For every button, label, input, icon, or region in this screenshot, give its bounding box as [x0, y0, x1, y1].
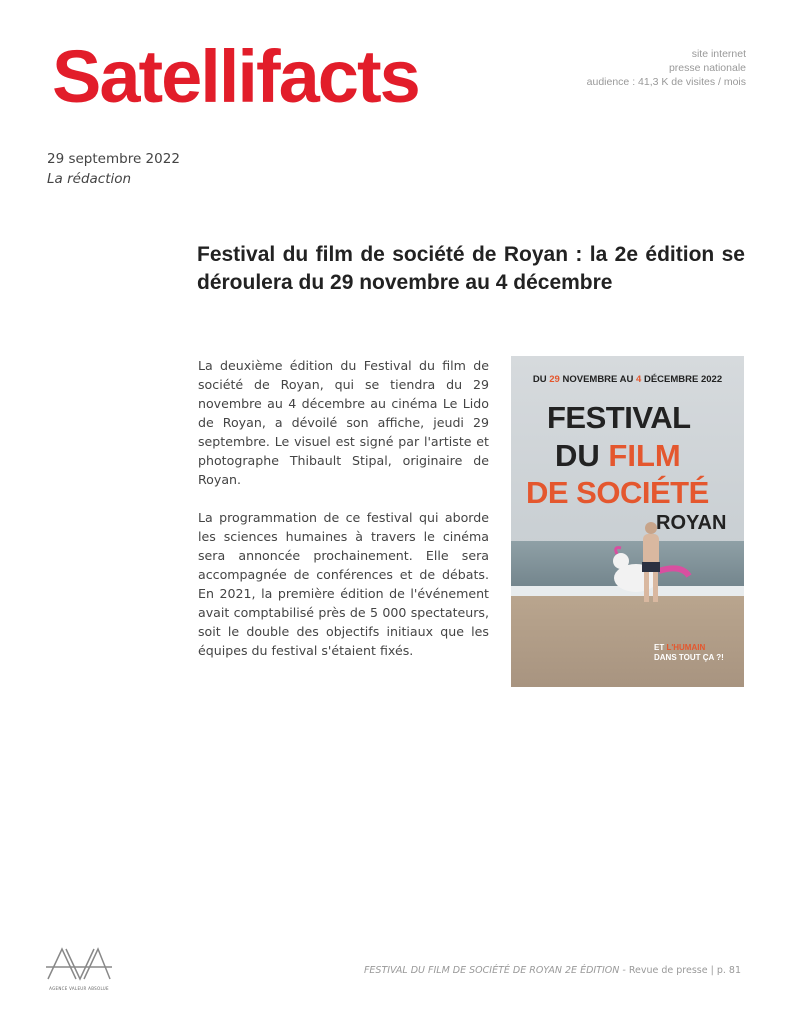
article-byline	[47, 149, 180, 189]
poster-tagline-part: DANS TOUT ÇA ?!	[654, 653, 724, 662]
poster-title-line: DE SOCIÉTÉ	[526, 475, 709, 510]
footer-doc-title: FESTIVAL DU FILM DE SOCIÉTÉ DE ROYAN 2E ÉDITION -	[363, 965, 626, 976]
poster-dates-part: DU	[532, 374, 550, 385]
poster-dates-part: NOVEMBRE AU	[559, 374, 637, 385]
article-body	[198, 356, 489, 679]
poster-title-word: FILM	[608, 438, 681, 473]
poster-tagline-part: ET	[654, 643, 667, 652]
publication-scope: presse nationale	[668, 62, 746, 74]
article-author: La rédaction	[47, 171, 132, 187]
poster-dates-day: 29	[549, 374, 560, 385]
publication-audience: audience : 41,3 K de visites / mois	[586, 76, 746, 88]
agency-caption: AGENCE VALEUR ABSOLUE	[49, 986, 109, 991]
footer-section: Revue de presse | p. 81	[628, 965, 741, 976]
agency-logo-mark	[44, 945, 114, 985]
poster-tagline	[654, 643, 724, 663]
poster-dates	[511, 374, 744, 385]
poster-title-line: FESTIVAL	[547, 400, 691, 435]
poster-title-line	[555, 440, 681, 471]
article-headline: Festival du film de société de Royan : la 2e édition se déroulera du 29 novembre au 4 décembre	[197, 243, 745, 294]
festival-poster-image	[511, 356, 744, 687]
article-date: 29 septembre 2022	[47, 151, 180, 167]
poster-dates-part: DÉCEMBRE 2022	[641, 374, 723, 385]
poster-dates-day: 4	[636, 374, 642, 385]
poster-tagline-part: L'HUMAIN	[666, 643, 706, 652]
agency-logo	[44, 945, 114, 995]
publication-type: site internet	[691, 48, 746, 60]
article-paragraph: La deuxième édition du Festival du film de société de Royan, qui se tiendra du 29 novembre au 4 décembre au cinéma Le Lido de Royan, a dévoilé son affiche, jeudi 29 septembre. Le visuel est signé par l'artiste et photographe Thibault Stipal, originaire de Royan.	[198, 358, 489, 487]
poster-title-word: DU	[555, 438, 609, 473]
publication-meta	[587, 47, 746, 89]
poster-title-city: ROYAN	[656, 512, 727, 534]
article-paragraph: La programmation de ce festival qui aborde les sciences humaines à travers le cinéma sera annoncée prochainement. Elle sera accompagnée de conférences et de débats. En 2021, la première édition de l'événement avait comptabilisé près de 5 000 spectateurs, soit le double des objectifs initiaux que les équipes du festival s'étaient fixés.	[198, 510, 489, 658]
page-footer	[364, 965, 741, 976]
publication-logo: Satellifacts	[52, 35, 419, 118]
